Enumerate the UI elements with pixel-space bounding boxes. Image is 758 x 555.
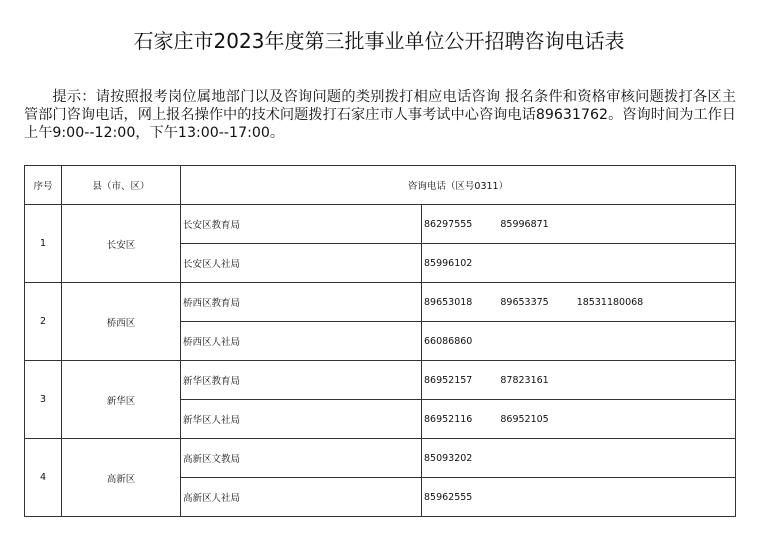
phone-number: 66086860 <box>424 335 473 347</box>
county-cell: 高新区 <box>62 439 181 517</box>
phone-number: 87823161 <box>500 374 549 386</box>
department-cell: 新华区人社局 <box>181 400 422 439</box>
department-cell: 长安区人社局 <box>181 244 422 283</box>
seq-cell: 3 <box>25 361 62 439</box>
header-seq: 序号 <box>25 166 62 205</box>
phone-cell <box>422 361 736 400</box>
phone-number: 85093202 <box>424 452 473 464</box>
page-title: 石家庄市2023年度第三批事业单位公开招聘咨询电话表 <box>133 29 625 53</box>
department-cell: 新华区教育局 <box>181 361 422 400</box>
phone-number: 86952105 <box>500 413 549 425</box>
county-cell: 桥西区 <box>62 283 181 361</box>
phone-cell <box>422 283 736 322</box>
phone-cell <box>422 478 736 517</box>
seq-cell: 4 <box>25 439 62 517</box>
consultation-phone-table <box>24 165 736 517</box>
phone-number: 86952116 <box>424 413 473 425</box>
phone-cell <box>422 400 736 439</box>
table-row <box>25 361 736 400</box>
county-cell: 新华区 <box>62 361 181 439</box>
table-row <box>25 283 736 322</box>
phone-number: 86952157 <box>424 374 473 386</box>
phone-cell <box>422 322 736 361</box>
department-cell: 长安区教育局 <box>181 205 422 244</box>
department-cell: 桥西区人社局 <box>181 322 422 361</box>
department-cell: 高新区人社局 <box>181 478 422 517</box>
phone-number: 85996871 <box>500 218 549 230</box>
phone-cell <box>422 244 736 283</box>
seq-cell: 1 <box>25 205 62 283</box>
county-cell: 长安区 <box>62 205 181 283</box>
phone-number: 85962555 <box>424 491 473 503</box>
phone-cell <box>422 439 736 478</box>
department-cell: 桥西区教育局 <box>181 283 422 322</box>
phone-number: 86297555 <box>424 218 473 230</box>
table-header-row <box>25 166 736 205</box>
phone-number: 89653018 <box>424 296 473 308</box>
department-cell: 高新区文教局 <box>181 439 422 478</box>
table-body <box>25 205 736 517</box>
phone-number: 18531180068 <box>576 296 644 308</box>
table-row <box>25 439 736 478</box>
header-phone: 咨询电话（区号0311） <box>181 166 736 205</box>
phone-number: 85996102 <box>424 257 473 269</box>
seq-cell: 2 <box>25 283 62 361</box>
phone-cell <box>422 205 736 244</box>
phone-number: 89653375 <box>500 296 549 308</box>
header-county: 县（市、区） <box>62 166 181 205</box>
table-row <box>25 205 736 244</box>
notice-paragraph: 提示：请按照报考岗位属地部门以及咨询问题的类别拨打相应电话咨询 报名条件和资格审核问题拨打各区主管部门咨询电话，网上报名操作中的技术问题拨打石家庄市人事考试中心咨询电话89631762。咨询时间为工作日上午9:00--12:00，下午13:00--17:00。 <box>24 89 736 141</box>
